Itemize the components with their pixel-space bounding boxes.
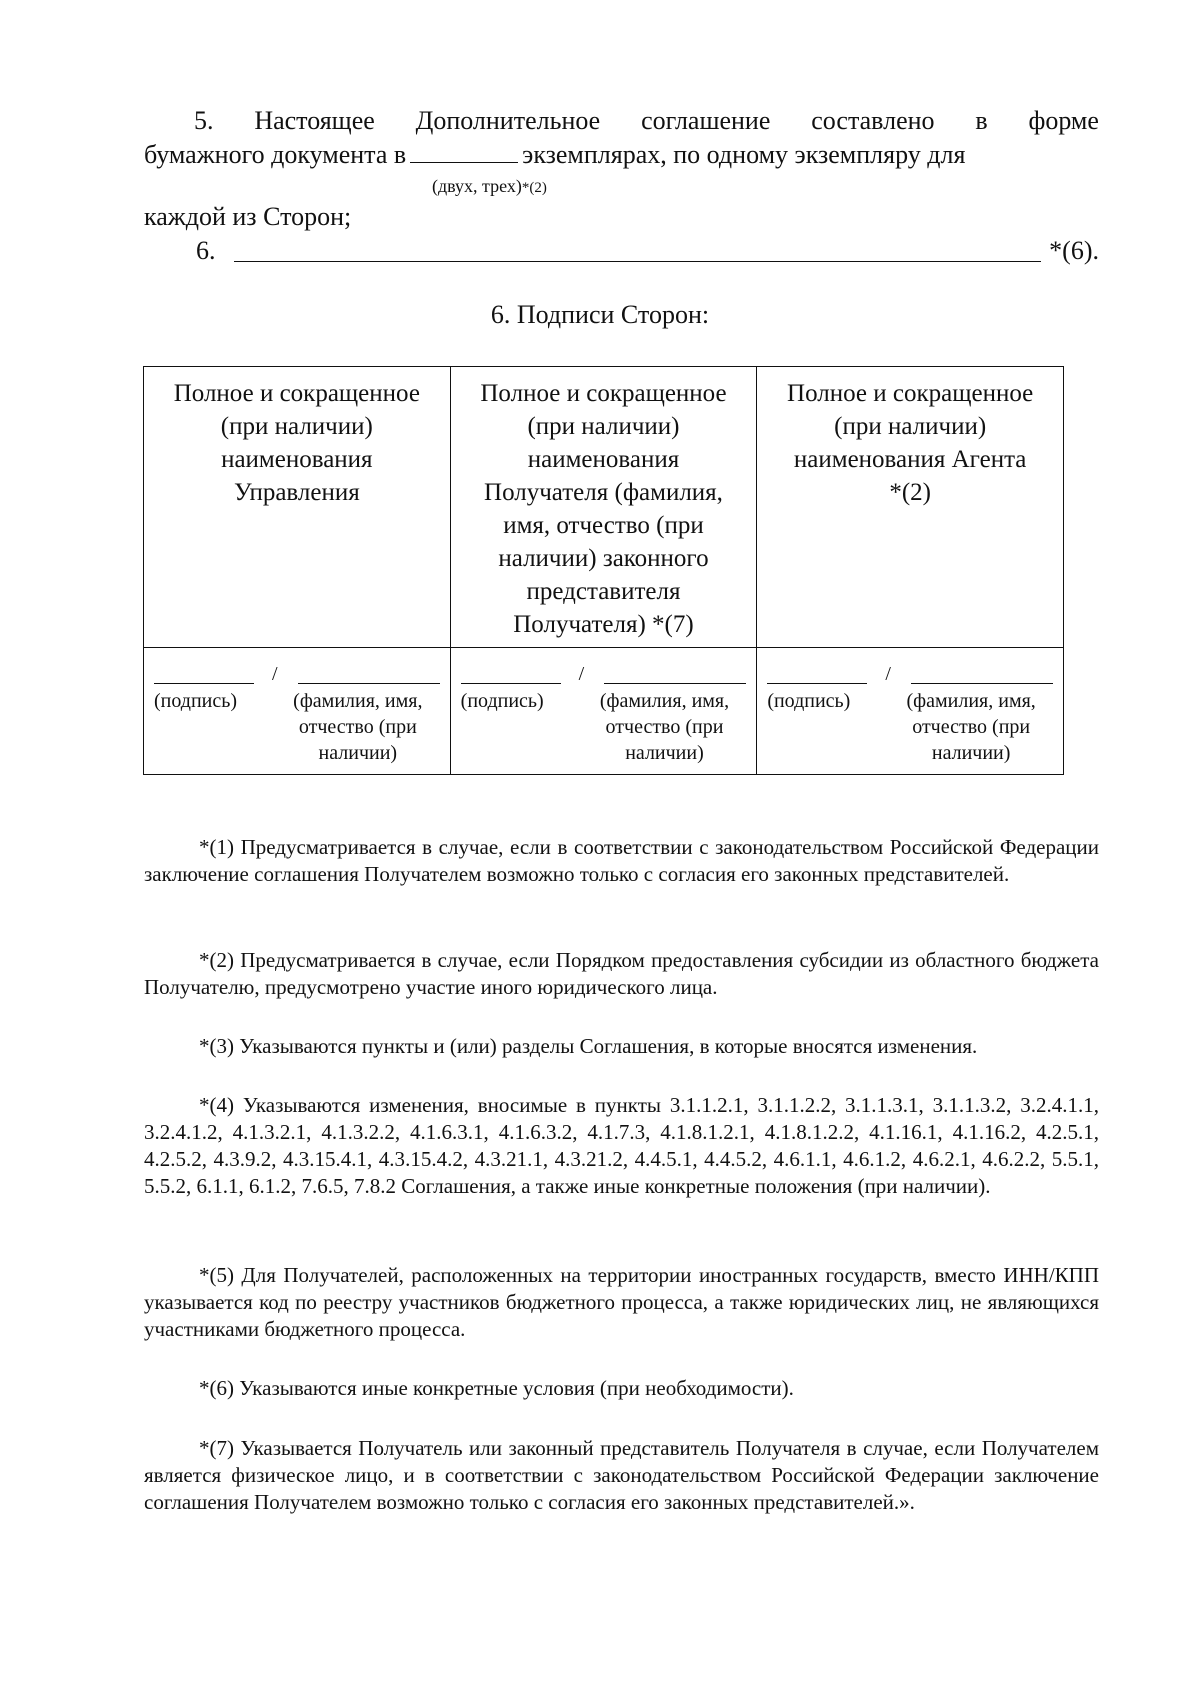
heading-line: Полное и сокращенное (480, 380, 727, 407)
heading-line: Получателя (фамилия, (484, 479, 723, 506)
heading-line: Получателя) *(7) (513, 611, 694, 638)
heading-line: наименования (221, 446, 373, 473)
name-caption-line: отчество (при (298, 716, 417, 738)
footnote-5 (144, 1262, 1099, 1343)
signature-blank-line (154, 663, 254, 684)
heading-line: наличии) законного (498, 545, 709, 572)
heading-line: (при наличии) (527, 413, 680, 440)
signature-slash: / (578, 663, 585, 685)
p5-word: Настоящее (254, 106, 375, 135)
name-blank-line (298, 663, 440, 684)
paragraph-6 (196, 236, 1099, 266)
heading-line: Управления (233, 479, 360, 506)
footnote-text: *(4) Указываются изменения, вносимые в пункты 3.1.1.2.1, 3.1.1.2.2, 3.1.1.3.1, 3.1.1.3.2, 3.2.4.1.1, 3.2.4.1.2, 4.1.3.2.1, 4.1.3.2.2, 4.1.6.3.1, 4.1.6.3.2, 4.1.7.3, 4.1.8.1.2.1, 4.1.8.1.2.2, 4.1.16.1, 4.1.16.2, 4.2.5.1, 4.2.5.2, 4.3.9.2, 4.3.15.4.1, 4.3.15.4.2, 4.3.21.1, 4.3.21.2, 4.4.5.1, 4.4.5.2, 4.6.1.1, 4.6.1.2, 4.6.2.1, 4.6.2.2, 5.5.1, 5.5.2, 6.1.1, 6.1.2, 7.6.5, 7.8.2 Соглашения, а также иные конкретные положения (при наличии). (144, 1093, 1099, 1198)
copies-blank-line (410, 140, 518, 163)
signature-slash: / (272, 663, 278, 685)
footnote-text: *(1) Предусматривается в случае, если в соответствии с законодательством Российской Федерации заключение соглашения Получателем возможно только с согласия его законных представителей. (144, 835, 1099, 886)
signature-blank-line (461, 663, 561, 684)
heading-line: *(2) (889, 479, 931, 506)
footnote-2 (144, 947, 1099, 1001)
signature-caption: (подпись) (460, 690, 544, 712)
heading-line: (при наличии) (834, 413, 987, 440)
signature-lines (451, 648, 757, 684)
paragraph-5 (144, 104, 1099, 172)
signature-lines (757, 648, 1063, 684)
p5-word: Дополнительное (415, 106, 601, 135)
copies-hint-footnote-mark: *(2) (521, 180, 547, 196)
footnote-1 (144, 834, 1099, 888)
sign-cell-agent (757, 648, 1064, 775)
footnote-text: *(2) Предусматривается в случае, если Порядком предоставления субсидии из областного бюджета Получателю, предусмотрено участие иного юридического лица. (144, 948, 1099, 999)
p5-word: в (975, 106, 988, 135)
heading-cell-department (144, 367, 451, 648)
heading-line: Полное и сокращенное (787, 380, 1034, 407)
p5-word: 5. (194, 106, 214, 135)
heading-cell-recipient (450, 367, 757, 648)
signature-captions (451, 684, 757, 766)
name-caption (579, 688, 751, 766)
copies-hint (432, 176, 547, 197)
name-caption-line: (фамилия, имя, (293, 690, 423, 712)
signatures-table (143, 366, 1064, 775)
p5-word: соглашение (641, 106, 771, 135)
signatures-sign-row (144, 648, 1064, 775)
footnote-text: *(5) Для Получателей, расположенных на территории иностранных государств, вместо ИНН/КПП указывается код по реестру участников бюджетного процесса, а также юридических лиц, не являющихся участниками бюджетного процесса. (144, 1263, 1099, 1341)
paragraph-5-line-3: каждой из Сторон; (144, 202, 352, 231)
footnote-4 (144, 1092, 1099, 1200)
heading-line: представителя (526, 578, 681, 605)
footnote-text: *(6) Указываются иные конкретные условия (при необходимости). (199, 1376, 794, 1400)
p5-word: форме (1028, 106, 1099, 135)
name-caption-line: наличии) (318, 742, 398, 764)
heading-line: (при наличии) (220, 413, 373, 440)
paragraph-5-line-1 (144, 104, 1099, 138)
footnote-6 (144, 1375, 1099, 1402)
signatures-title: 6. Подписи Сторон: (490, 300, 710, 329)
paragraph-6-blank-line (234, 237, 1042, 262)
signature-lines (144, 648, 450, 684)
signature-caption: (подпись) (154, 690, 238, 712)
name-caption-line: отчество (при (605, 716, 724, 738)
footnote-text: *(3) Указываются пункты и (или) разделы Соглашения, в которые вносятся изменения. (199, 1034, 978, 1058)
p5-text-after-blank: экземплярах, по одному экземпляру для (522, 140, 966, 169)
heading-line: наименования Агента (793, 446, 1027, 473)
heading-cell-agent (757, 367, 1064, 648)
paragraph-6-footnote-mark: *(6). (1049, 236, 1099, 265)
name-caption-line: отчество (при (912, 716, 1031, 738)
paragraph-6-number: 6. (196, 236, 216, 265)
signatures-heading-row (144, 367, 1064, 648)
p5-text-before-blank: бумажного документа в (144, 140, 407, 169)
sign-cell-recipient (450, 648, 757, 775)
paragraph-5-line-2 (144, 138, 1099, 172)
name-caption (885, 688, 1057, 766)
signature-captions (757, 684, 1063, 766)
name-caption-line: наличии) (625, 742, 704, 764)
name-blank-line (911, 663, 1053, 684)
heading-line: имя, отчество (при (503, 512, 704, 539)
footnote-text: *(7) Указывается Получатель или законный представитель Получателя в случае, если Получателем является физическое лицо, и в соответствии с законодательством Российской Федерации заключение соглашения Получателем возможно только с согласия его законных представителей.». (144, 1436, 1099, 1514)
name-caption (272, 688, 444, 766)
name-caption-line: (фамилия, имя, (906, 690, 1036, 712)
footnote-7 (144, 1435, 1099, 1516)
signature-caption: (подпись) (767, 690, 851, 712)
signature-slash: / (885, 663, 891, 685)
p5-word: составлено (811, 106, 935, 135)
footnote-3 (144, 1033, 1099, 1060)
signature-blank-line (767, 663, 867, 684)
heading-line: наименования (527, 446, 680, 473)
name-blank-line (604, 663, 746, 684)
name-caption-line: наличии) (931, 742, 1011, 764)
sign-cell-department (144, 648, 451, 775)
name-caption-line: (фамилия, имя, (599, 690, 730, 712)
copies-hint-text: (двух, трех) (432, 176, 522, 196)
signature-captions (144, 684, 450, 766)
heading-line: Полное и сокращенное (173, 380, 420, 407)
